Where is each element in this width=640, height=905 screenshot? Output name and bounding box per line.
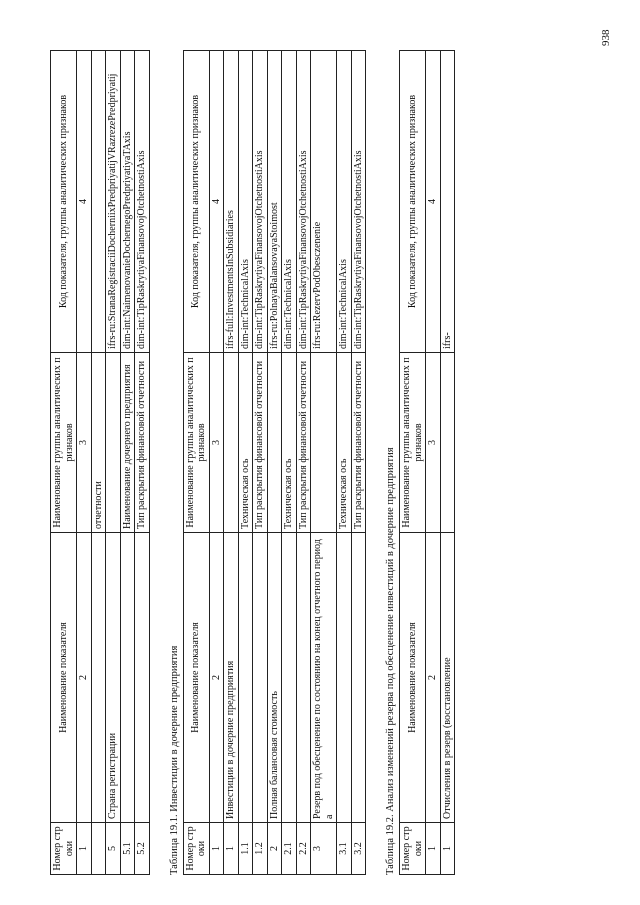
rotated-page-content [50,45,455,875]
row-code: ifrs-ru:StranaRegistraciiDocherniixPredpriyatijVRazrezePredpriyatij [106,51,121,353]
row-number: 1 [224,823,239,875]
row-group: Техническая ось [238,353,253,533]
table-row [253,51,268,875]
row-number: 1.1 [238,823,253,875]
row-number: 5.2 [135,823,150,875]
table-row [267,51,282,875]
row-name [91,533,106,823]
row-group: Тип раскрытия финансовой отчетности [135,353,150,533]
row-group [106,353,121,533]
row-code: ifrs-ru:PolnayaBalansovayaStoimost [267,51,282,353]
header-index: 4 [209,51,224,353]
row-name [253,533,268,823]
header-row [183,51,209,875]
header-number: Номер строки [183,823,209,875]
row-group [440,353,455,533]
row-name [120,533,135,823]
row-code: dim-int:TechnicalAxis [238,51,253,353]
header-index: 4 [426,51,441,353]
row-name [282,533,297,823]
row-group: Тип раскрытия финансовой отчетности [253,353,268,533]
header-index: 2 [426,533,441,823]
row-group: Тип раскрытия финансовой отчетности [351,353,366,533]
row-name [351,533,366,823]
row-name: Отчисления в резерв (восстановление [440,533,455,823]
table-row [282,51,297,875]
table-row [296,51,311,875]
row-code: ifrs-full:InvestmentsInSubsidiaries [224,51,239,353]
header-code: Код показателя, группы аналитических признаков [400,51,426,353]
row-number: 2.2 [296,823,311,875]
row-number: 3.1 [337,823,352,875]
header-index: 1 [77,823,92,875]
table-19-1-caption: Таблица 19.1. Инвестиции в дочерние предприятия [168,645,180,875]
table-row [440,51,455,875]
row-code: ifrs- [440,51,455,353]
row-group: Техническая ось [282,353,297,533]
row-name [238,533,253,823]
page-number: 938 [600,29,612,46]
header-index: 3 [426,353,441,533]
header-row [400,51,426,875]
table-19-2 [399,50,455,875]
table-row [311,51,337,875]
header-index: 3 [77,353,92,533]
header-index-row [77,51,92,875]
header-index-row [426,51,441,875]
row-name: Страна регистрации [106,533,121,823]
row-name [337,533,352,823]
header-number: Номер строки [400,823,426,875]
row-code: dim-int:TipRaskrytiyaFinansovojOtchetnostiAxis [135,51,150,353]
row-group [224,353,239,533]
row-code: dim-int:TipRaskrytiyaFinansovojOtchetnostiAxis [351,51,366,353]
header-number: Номер строки [51,823,77,875]
table-top [50,50,150,875]
row-number: 2.1 [282,823,297,875]
row-number: 3 [311,823,337,875]
table-row [135,51,150,875]
table-19-1 [183,50,367,875]
header-row [51,51,77,875]
header-index: 4 [77,51,92,353]
row-group: Наименование дочернего предприятия [120,353,135,533]
row-number: 5.1 [120,823,135,875]
header-name: Наименование показателя [183,533,209,823]
header-group: Наименование группы аналитических признаков [183,353,209,533]
table-19-2-caption: Таблица 19.2. Анализ изменений резерва под обесценение инвестиций в дочерние предприятия [385,447,396,875]
header-group: Наименование группы аналитических признаков [51,353,77,533]
table-row [238,51,253,875]
table-row [224,51,239,875]
header-name: Наименование показателя [51,533,77,823]
table-row [351,51,366,875]
table-row [106,51,121,875]
table-row [91,51,106,875]
row-number: 1 [440,823,455,875]
row-number: 2 [267,823,282,875]
header-code: Код показателя, группы аналитических признаков [183,51,209,353]
row-code: dim-int:NaimenovanieDochernegoPredpriyatiyaTAxis [120,51,135,353]
header-index: 2 [209,533,224,823]
header-index-row [209,51,224,875]
row-code: dim-int:TipRaskrytiyaFinansovojOtchetnostiAxis [296,51,311,353]
table-row [337,51,352,875]
row-code: ifrs-ru:RezervPodObesczenenie [311,51,337,353]
row-name [296,533,311,823]
header-name: Наименование показателя [400,533,426,823]
header-index: 1 [426,823,441,875]
row-name: Резерв под обесценение по состоянию на конец отчетного периода [311,533,337,823]
row-name: Инвестиции в дочерние предприятия [224,533,239,823]
row-name [135,533,150,823]
row-group [267,353,282,533]
row-code [91,51,106,353]
row-group: Техническая ось [337,353,352,533]
row-code: dim-int:TipRaskrytiyaFinansovojOtchetnostiAxis [253,51,268,353]
header-index: 3 [209,353,224,533]
row-code: dim-int:TechnicalAxis [282,51,297,353]
header-index: 1 [209,823,224,875]
row-name: Полная балансовая стоимость [267,533,282,823]
row-number: 1.2 [253,823,268,875]
header-code: Код показателя, группы аналитических признаков [51,51,77,353]
row-group: отчетности [91,353,106,533]
header-index: 2 [77,533,92,823]
row-number: 3.2 [351,823,366,875]
header-group: Наименование группы аналитических признаков [400,353,426,533]
row-group: Тип раскрытия финансовой отчетности [296,353,311,533]
row-group [311,353,337,533]
row-number: 5 [106,823,121,875]
row-code: dim-int:TechnicalAxis [337,51,352,353]
table-row [120,51,135,875]
row-number [91,823,106,875]
